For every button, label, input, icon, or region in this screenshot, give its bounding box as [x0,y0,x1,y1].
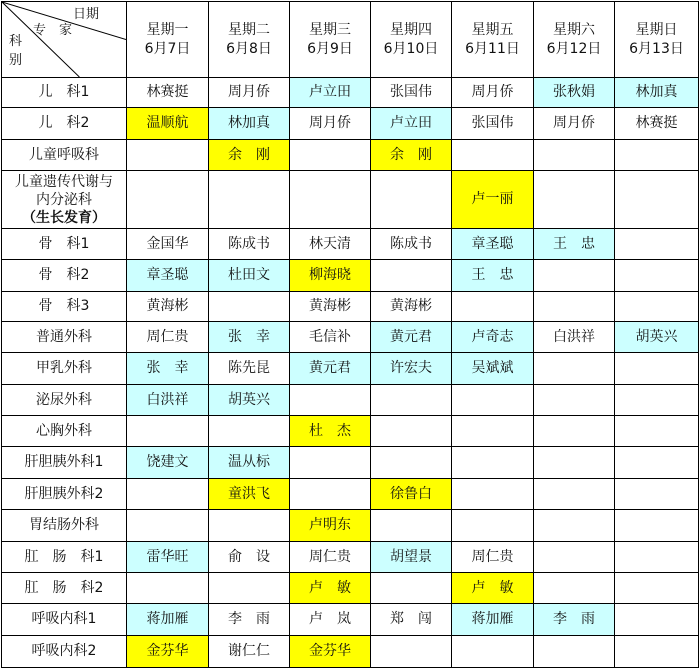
doctor-cell-tue: 周月侨 [209,78,290,108]
department-cell [2,78,127,108]
corner-expert-label: 专 家 [33,23,73,38]
doctor-cell-sat [534,573,615,604]
date-label: 6月8日 [226,40,272,57]
doctor-cell-thu [371,416,452,447]
schedule-row [2,479,699,510]
doctor-cell-mon: 张 幸 [127,353,209,385]
schedule-row [2,229,699,260]
doctor-cell-fri [452,140,534,171]
doctor-cell-fri [452,416,534,447]
department-name: 儿童遗传代谢与 [15,173,113,190]
doctor-cell-fri: 蒋加雁 [452,604,534,636]
doctor-cell-wed: 毛信补 [290,322,371,353]
schedule-row [2,416,699,447]
doctor-cell-sun [615,604,699,636]
doctor-cell-wed: 卢明东 [290,510,371,542]
doctor-cell-sat [534,479,615,510]
doctor-cell-mon [127,140,209,171]
doctor-cell-thu: 许宏夫 [371,353,452,385]
doctor-cell-sun: 林加真 [615,78,699,108]
department-cell [2,140,127,171]
doctor-cell-wed: 杜 杰 [290,416,371,447]
doctor-cell-wed: 卢立田 [290,78,371,108]
schedule-row [2,108,699,140]
doctor-cell-thu [371,171,452,229]
department-name: 肝胆胰外科2 [24,485,104,502]
doctor-cell-fri [452,385,534,416]
doctor-cell-thu: 黄元君 [371,322,452,353]
doctor-cell-thu [371,510,452,542]
doctor-cell-wed: 周仁贵 [290,542,371,573]
doctor-cell-fri [452,292,534,322]
schedule-row [2,171,699,229]
day-header-tue [209,2,290,78]
doctor-cell-sat [534,171,615,229]
doctor-cell-fri: 王 忠 [452,260,534,292]
doctor-cell-sun [615,479,699,510]
schedule-row [2,78,699,108]
doctor-cell-sat [534,140,615,171]
doctor-cell-sun [615,510,699,542]
weekday-label: 星期二 [228,21,270,38]
doctor-cell-mon [127,573,209,604]
department-cell [2,322,127,353]
doctor-cell-wed [290,385,371,416]
doctor-cell-fri: 卢 敏 [452,573,534,604]
doctor-cell-fri: 周仁贵 [452,542,534,573]
department-cell [2,171,127,229]
doctor-cell-sun [615,260,699,292]
doctor-cell-wed [290,479,371,510]
doctor-cell-tue: 张 幸 [209,322,290,353]
doctor-cell-sat [534,260,615,292]
doctor-cell-sat [534,447,615,479]
schedule-row [2,447,699,479]
doctor-cell-thu: 余 刚 [371,140,452,171]
day-header-sat [534,2,615,78]
doctor-cell-fri [452,636,534,668]
doctor-cell-sun [615,416,699,447]
department-name: 儿 科2 [38,115,90,131]
doctor-cell-wed: 卢 岚 [290,604,371,636]
date-label: 6月7日 [144,40,191,57]
department-name: 骨 科3 [38,298,90,314]
doctor-cell-mon: 蒋加雁 [127,604,209,636]
doctor-cell-thu [371,385,452,416]
department-cell [2,108,127,140]
schedule-row [2,260,699,292]
doctor-cell-thu [371,636,452,668]
doctor-cell-fri: 吴斌斌 [452,353,534,385]
doctor-cell-thu [371,260,452,292]
doctor-cell-sat: 李 雨 [534,604,615,636]
weekday-label: 星期五 [471,21,514,38]
doctor-cell-thu: 黄海彬 [371,292,452,322]
doctor-cell-sat [534,542,615,573]
doctor-cell-fri: 张国伟 [452,108,534,140]
doctor-cell-tue [209,171,290,229]
department-name: 骨 科1 [38,235,90,252]
doctor-cell-tue: 俞 设 [209,542,290,573]
doctor-cell-tue: 温从标 [209,447,290,479]
doctor-cell-sun [615,229,699,260]
doctor-cell-mon: 金芬华 [127,636,209,668]
doctor-cell-sun [615,385,699,416]
doctor-cell-tue: 胡英兴 [209,385,290,416]
department-cell [2,542,127,573]
doctor-cell-wed: 卢 敏 [290,573,371,604]
doctor-cell-mon: 黄海彬 [127,292,209,322]
schedule-row [2,385,699,416]
corner-dept-label-top: 科 [9,34,23,49]
doctor-cell-fri [452,510,534,542]
doctor-cell-fri: 周月侨 [452,78,534,108]
department-name: 普通外科 [36,328,92,345]
doctor-cell-thu [371,447,452,479]
header-row [2,2,699,78]
doctor-cell-tue: 杜田文 [209,260,290,292]
doctor-cell-mon: 金国华 [127,229,209,260]
department-name-note: （生长发育） [22,209,106,226]
weekday-label: 星期三 [309,21,351,38]
department-name: 肝胆胰外科1 [24,454,104,470]
department-cell [2,510,127,542]
doctor-cell-thu: 徐鲁白 [371,479,452,510]
doctor-cell-tue: 李 雨 [209,604,290,636]
doctor-cell-sat: 周月侨 [534,108,615,140]
weekday-label: 星期四 [390,21,432,38]
corner-dept-label-bottom: 别 [9,53,23,68]
doctor-cell-sat: 王 忠 [534,229,615,260]
doctor-cell-mon: 温顺航 [127,108,209,140]
doctor-cell-tue [209,573,290,604]
doctor-cell-thu: 胡望景 [371,542,452,573]
corner-header-cell [2,2,127,78]
schedule-body [2,2,699,668]
weekday-label: 星期六 [553,21,595,38]
department-cell [2,385,127,416]
department-name: 儿 科1 [38,84,90,100]
doctor-cell-tue [209,292,290,322]
doctor-cell-tue [209,416,290,447]
doctor-cell-sat [534,385,615,416]
department-name: 儿童呼吸科 [29,146,99,163]
corner-date-label: 日期 [73,7,100,22]
schedule-row [2,542,699,573]
department-cell [2,447,127,479]
date-label: 6月13日 [629,40,684,57]
department-name: 呼吸内科1 [31,611,97,627]
doctor-cell-thu: 陈成书 [371,229,452,260]
doctor-cell-tue [209,510,290,542]
doctor-cell-sat [534,416,615,447]
date-label: 6月9日 [307,40,353,57]
department-name-line2: 内分泌科 [36,191,92,208]
date-label: 6月11日 [465,40,520,57]
department-name: 肛 肠 科2 [24,579,104,596]
doctor-cell-sun [615,292,699,322]
date-label: 6月12日 [546,40,602,57]
doctor-cell-mon: 林赛挺 [127,78,209,108]
doctor-cell-thu [371,573,452,604]
doctor-cell-thu: 卢立田 [371,108,452,140]
department-cell [2,636,127,668]
day-header-thu [371,2,452,78]
department-cell [2,479,127,510]
doctor-cell-sun [615,447,699,479]
department-cell [2,604,127,636]
doctor-cell-tue: 陈先昆 [209,353,290,385]
doctor-cell-sun [615,542,699,573]
day-header-mon [127,2,209,78]
department-name: 胃结肠外科 [29,517,99,533]
doctor-cell-mon: 雷华旺 [127,542,209,573]
doctor-cell-wed [290,447,371,479]
doctor-cell-wed: 金芬华 [290,636,371,668]
department-name: 心胸外科 [36,422,92,439]
doctor-cell-sun: 林赛挺 [615,108,699,140]
doctor-cell-sun [615,636,699,668]
doctor-cell-sat: 白洪祥 [534,322,615,353]
schedule-row [2,140,699,171]
doctor-cell-tue: 童洪飞 [209,479,290,510]
department-cell [2,416,127,447]
doctor-cell-tue: 林加真 [209,108,290,140]
doctor-cell-sat [534,636,615,668]
doctor-cell-fri: 卢一丽 [452,171,534,229]
doctor-cell-thu: 郑 闯 [371,604,452,636]
date-label: 6月10日 [383,40,439,57]
doctor-cell-wed [290,171,371,229]
department-cell [2,260,127,292]
doctor-cell-fri [452,447,534,479]
doctor-cell-wed: 柳海晓 [290,260,371,292]
department-name: 骨 科2 [38,267,90,283]
doctor-cell-sun [615,140,699,171]
day-header-fri [452,2,534,78]
doctor-cell-sat [534,510,615,542]
doctor-cell-sun: 胡英兴 [615,322,699,353]
department-cell [2,229,127,260]
doctor-cell-wed: 黄海彬 [290,292,371,322]
doctor-cell-mon: 章圣聪 [127,260,209,292]
schedule-row [2,573,699,604]
doctor-cell-sat: 张秋娟 [534,78,615,108]
schedule-row [2,292,699,322]
weekday-label: 星期日 [635,21,678,38]
department-name: 肛 肠 科1 [24,548,104,565]
doctor-cell-wed: 周月侨 [290,108,371,140]
doctor-cell-mon: 白洪祥 [127,385,209,416]
doctor-cell-sun [615,353,699,385]
schedule-row [2,322,699,353]
department-name: 泌尿外科 [36,391,92,408]
schedule-row [2,510,699,542]
doctor-cell-fri: 卢奇志 [452,322,534,353]
doctor-cell-mon [127,416,209,447]
doctor-cell-wed [290,140,371,171]
day-header-sun [615,2,699,78]
department-cell [2,292,127,322]
doctor-cell-sun [615,171,699,229]
doctor-cell-mon: 饶建文 [127,447,209,479]
doctor-cell-sun [615,573,699,604]
doctor-cell-wed: 林天清 [290,229,371,260]
doctor-cell-sat [534,292,615,322]
schedule-row [2,604,699,636]
doctor-cell-tue: 余 刚 [209,140,290,171]
department-name: 甲乳外科 [36,360,92,376]
doctor-cell-fri [452,479,534,510]
doctor-cell-tue: 谢仁仁 [209,636,290,668]
doctor-cell-thu: 张国伟 [371,78,452,108]
doctor-cell-mon [127,510,209,542]
doctor-cell-sat [534,353,615,385]
expert-schedule-table [1,1,699,668]
weekday-label: 星期一 [146,21,189,38]
schedule-row [2,353,699,385]
doctor-cell-mon [127,171,209,229]
day-header-wed [290,2,371,78]
doctor-cell-fri: 章圣聪 [452,229,534,260]
schedule-row [2,636,699,668]
doctor-cell-mon [127,479,209,510]
doctor-cell-tue: 陈成书 [209,229,290,260]
department-name: 呼吸内科2 [31,643,97,659]
department-cell [2,353,127,385]
department-cell [2,573,127,604]
doctor-cell-wed: 黄元君 [290,353,371,385]
doctor-cell-mon: 周仁贵 [127,322,209,353]
